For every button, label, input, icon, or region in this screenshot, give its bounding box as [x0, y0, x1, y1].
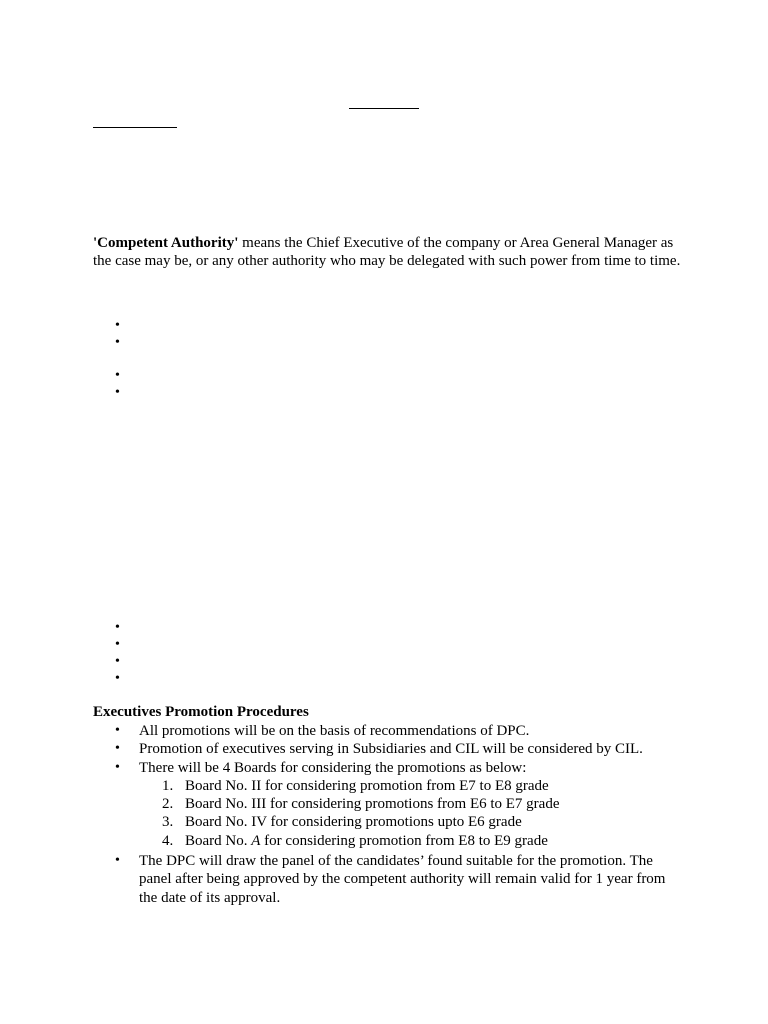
bullet-dot: •: [115, 741, 120, 757]
bullet-dot: •: [115, 853, 120, 869]
bullet-dot: •: [115, 723, 120, 738]
board-text: Board No. II for considering promotion from E7 to E8 grade: [185, 777, 549, 794]
board-number: 4.: [162, 832, 174, 849]
definition-text: means the Chief Executive of the company or Area General Manager as the case may be, or any other authority who may be delegated with such power from time to time.: [93, 235, 681, 269]
board-text: Board No.: [185, 832, 252, 849]
empty-bullet: •: [115, 335, 120, 350]
board-item: [0, 777, 768, 795]
board-item: [0, 813, 768, 831]
list-item-text: The DPC will draw the panel of the candidates’ found suitable for the promotion. The panel after being approved by the competent authority will remain valid for 1 year from the date of its approval.: [139, 853, 666, 906]
competent-authority-definition: [93, 234, 683, 270]
list-item-text: There will be 4 Boards for considering the promotions as below:: [139, 759, 527, 776]
board-item: [0, 832, 768, 850]
empty-bullet: •: [115, 637, 120, 652]
list-item: [0, 740, 684, 758]
list-item-text: Promotion of executives serving in Subsidiaries and CIL will be considered by CIL.: [139, 741, 643, 758]
empty-bullet: •: [115, 671, 120, 686]
board-text-rest: for considering promotion from E8 to E9 grade: [260, 832, 548, 849]
board-item: [0, 795, 768, 813]
list-item: [0, 852, 684, 907]
list-item: [0, 759, 684, 777]
board-number: 1.: [162, 777, 174, 794]
section-heading: Executives Promotion Procedures: [93, 704, 309, 720]
empty-bullet: •: [115, 368, 120, 383]
procedures-list: [0, 722, 768, 907]
board-text: Board No. IV for considering promotions upto E6 grade: [185, 814, 522, 831]
list-item: [0, 722, 684, 740]
empty-bullet: •: [115, 620, 120, 635]
empty-bullet: •: [115, 318, 120, 333]
empty-bullet: •: [115, 385, 120, 400]
board-number: 3.: [162, 814, 174, 831]
list-item-text: All promotions will be on the basis of recommendations of DPC.: [139, 723, 530, 739]
heading-underline-rule: [93, 127, 177, 128]
bullet-dot: •: [115, 759, 120, 775]
board-italic: A: [251, 832, 261, 849]
empty-bullet: •: [115, 654, 120, 669]
definition-term: 'Competent Authority': [93, 235, 239, 251]
board-text: Board No. III for considering promotions from E6 to E7 grade: [185, 796, 560, 813]
board-number: 2.: [162, 796, 174, 813]
title-underline-rule: [349, 108, 419, 109]
